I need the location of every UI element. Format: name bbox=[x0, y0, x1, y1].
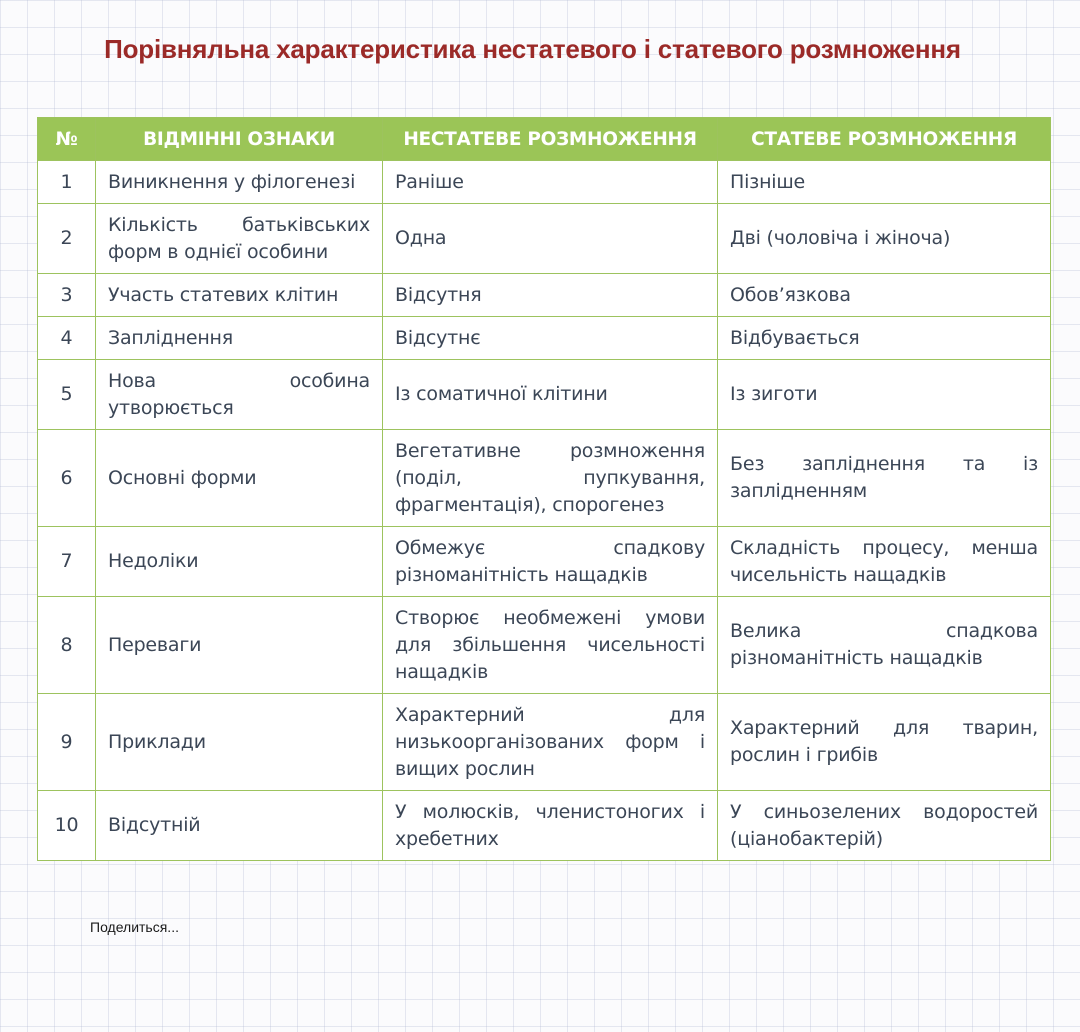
row-number: 1 bbox=[38, 161, 96, 204]
table-row bbox=[38, 360, 1051, 430]
row-asexual: Раніше bbox=[383, 161, 718, 204]
row-asexual: У молюсків, членистоногих і хребетних bbox=[383, 791, 718, 861]
row-asexual: Із соматичної клітини bbox=[383, 360, 718, 430]
table-row bbox=[38, 694, 1051, 791]
row-asexual: Відсутня bbox=[383, 274, 718, 317]
row-feature: Запліднення bbox=[96, 317, 383, 360]
header-number: № bbox=[38, 118, 96, 161]
row-feature: Відсутній bbox=[96, 791, 383, 861]
row-sexual: Відбувається bbox=[718, 317, 1051, 360]
row-asexual: Одна bbox=[383, 204, 718, 274]
row-number: 9 bbox=[38, 694, 96, 791]
row-number: 4 bbox=[38, 317, 96, 360]
table-row bbox=[38, 527, 1051, 597]
table-header-row bbox=[38, 118, 1051, 161]
row-number: 5 bbox=[38, 360, 96, 430]
row-number: 7 bbox=[38, 527, 96, 597]
row-number: 3 bbox=[38, 274, 96, 317]
row-number: 10 bbox=[38, 791, 96, 861]
header-features: ВІДМІННІ ОЗНАКИ bbox=[96, 118, 383, 161]
row-number: 8 bbox=[38, 597, 96, 694]
row-feature: Недоліки bbox=[96, 527, 383, 597]
row-number: 6 bbox=[38, 430, 96, 527]
header-sexual: СТАТЕВЕ РОЗМНОЖЕННЯ bbox=[718, 118, 1051, 161]
page-title: Порівняльна характеристика нестатевого і статевого розмноження bbox=[104, 34, 961, 64]
row-sexual: У синьозелених водоростей (ціанобактерій) bbox=[718, 791, 1051, 861]
row-sexual: Складність процесу, менша чисельність нащадків bbox=[718, 527, 1051, 597]
row-sexual: Пізніше bbox=[718, 161, 1051, 204]
header-asexual: НЕСТАТЕВЕ РОЗМНОЖЕННЯ bbox=[383, 118, 718, 161]
row-asexual: Відсутнє bbox=[383, 317, 718, 360]
row-feature: Кількість батьківських форм в однієї особини bbox=[96, 204, 383, 274]
row-feature: Виникнення у філогенезі bbox=[96, 161, 383, 204]
table-row bbox=[38, 204, 1051, 274]
row-sexual: Велика спадкова різноманітність нащадків bbox=[718, 597, 1051, 694]
comparison-table bbox=[37, 117, 1051, 861]
row-sexual: Характерний для тварин, рослин і грибів bbox=[718, 694, 1051, 791]
row-feature: Основні форми bbox=[96, 430, 383, 527]
table-row bbox=[38, 317, 1051, 360]
row-sexual: Дві (чоловіча і жіноча) bbox=[718, 204, 1051, 274]
row-feature: Нова особина утворюється bbox=[96, 360, 383, 430]
row-feature: Участь статевих клітин bbox=[96, 274, 383, 317]
row-asexual: Створює необмежені умови для збільшення чисельності нащадків bbox=[383, 597, 718, 694]
share-link[interactable]: Поделиться... bbox=[90, 919, 179, 935]
row-number: 2 bbox=[38, 204, 96, 274]
table-row bbox=[38, 597, 1051, 694]
row-asexual: Обмежує спадкову різноманітність нащадків bbox=[383, 527, 718, 597]
table-row bbox=[38, 430, 1051, 527]
row-sexual: Обов’язкова bbox=[718, 274, 1051, 317]
row-asexual: Характерний для низькоорганізованих форм і вищих рослин bbox=[383, 694, 718, 791]
row-sexual: Без запліднення та із заплідненням bbox=[718, 430, 1051, 527]
table-row bbox=[38, 274, 1051, 317]
row-feature: Переваги bbox=[96, 597, 383, 694]
row-asexual: Вегетативне розмноження (поділ, пупкування, фрагментація), спорогенез bbox=[383, 430, 718, 527]
table-row bbox=[38, 791, 1051, 861]
row-feature: Приклади bbox=[96, 694, 383, 791]
table-row bbox=[38, 161, 1051, 204]
row-sexual: Із зиготи bbox=[718, 360, 1051, 430]
